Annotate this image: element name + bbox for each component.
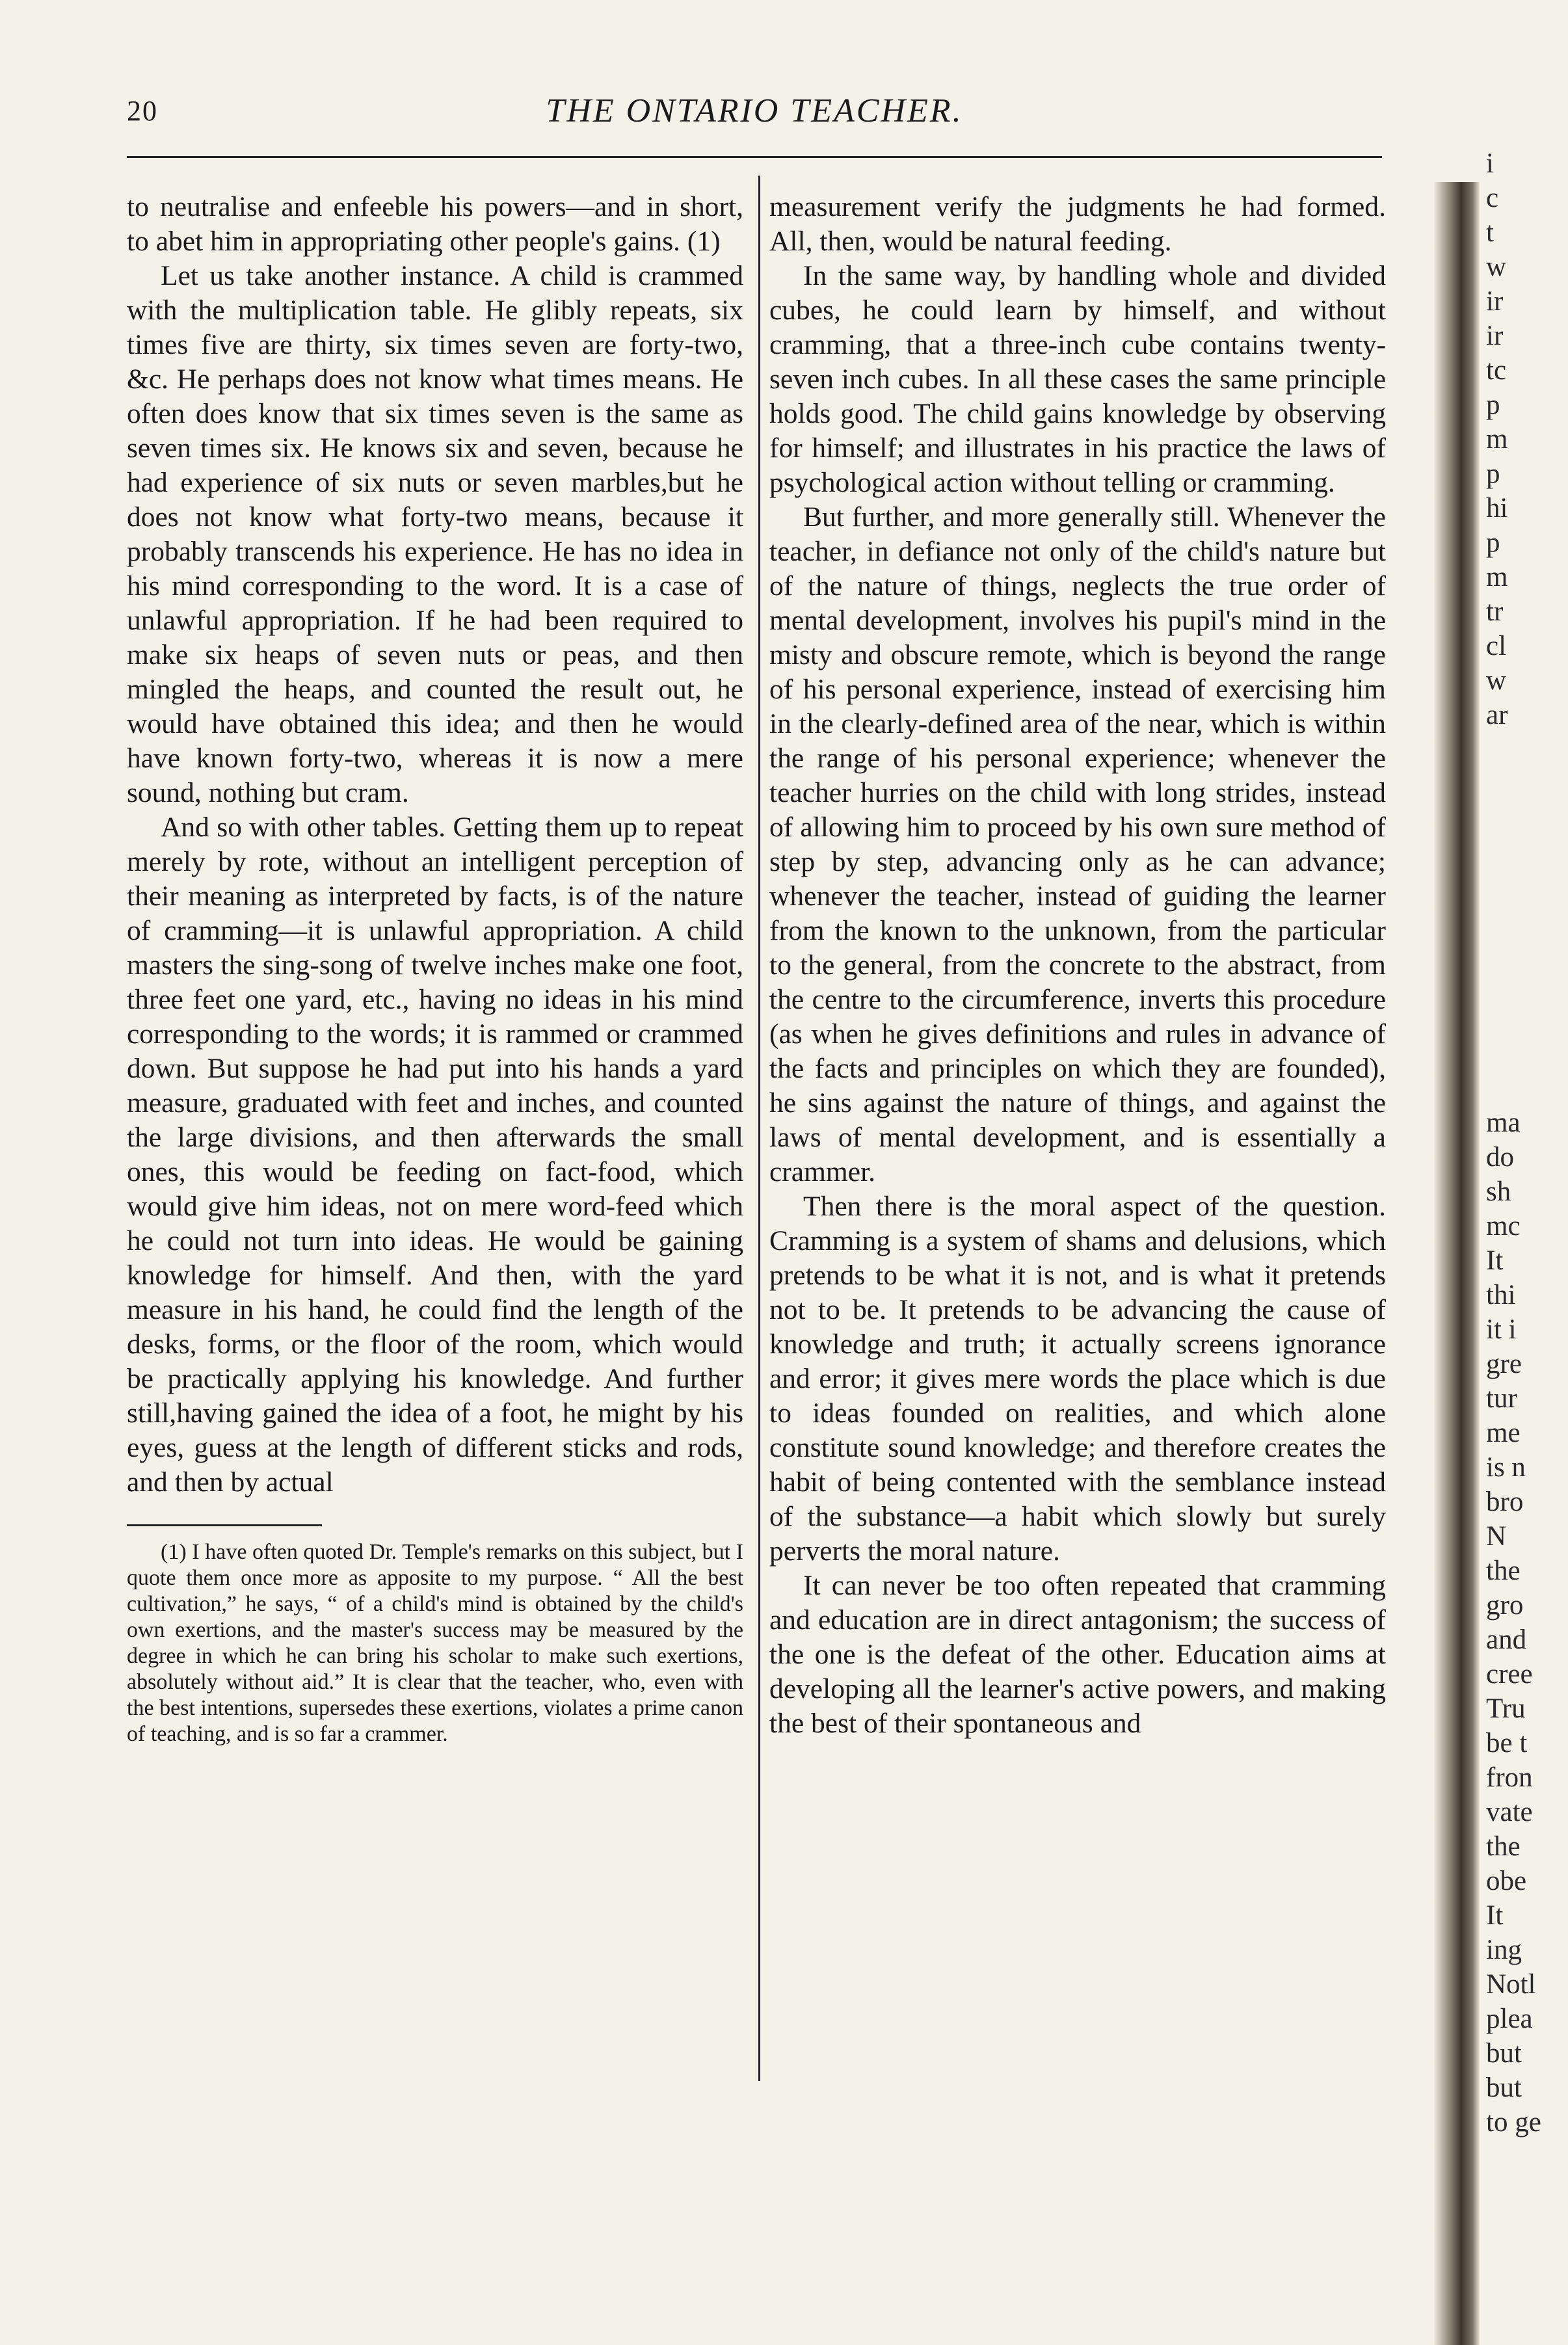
fragment: ir [1486,321,1504,351]
paragraph: to neutralise and enfeeble his powers—and in short, to abet him in appropriating other people's gains. (1) [127,191,743,257]
fragment: to ge [1486,2107,1541,2138]
fragment: fron [1486,1762,1533,1793]
facing-page-edge [1421,0,1568,2345]
facing-page-fragments-lower [1486,1106,1541,2140]
fragment: c [1486,183,1499,213]
facing-page-fragments-upper [1486,146,1508,732]
fragment: Notl [1486,1969,1536,2000]
fragment: be t [1486,1728,1528,1758]
paragraph: It can never be too often repeated that cramming and education are in direct antagonism; the success of the one is the defeat of the other. Education aims at developing all the learner's active powers, and making the best of their spontaneous and [769,1570,1386,1739]
fragment: ir [1486,286,1504,317]
fragment: obe [1486,1866,1527,1896]
fragment: ar [1486,700,1508,730]
footnote-rule [127,1524,322,1526]
header-rule [127,156,1382,158]
fragment: m [1486,562,1508,592]
fragment: Tru [1486,1693,1526,1724]
fragment: but [1486,2038,1522,2069]
fragment: p [1486,527,1500,558]
fragment: the [1486,1556,1521,1586]
fragment: It [1486,1900,1504,1931]
paragraph: But further, and more generally still. Whenever the teacher, in defiance not only of the child's nature but of the nature of things, neglects the true order of mental development, involves his pupil's mind in the misty and obscure remote, which is beyond the range of his personal experience, instead of exercising him in the clearly-defined area of the near, which is within the range of his personal experience; whenever the teacher hurries on the child with long strides, instead of allowing him to proceed by his own sure method of step by step, advancing only as he can advance; whenever the teacher, instead of guiding the learner from the known to the unknown, from the particular to the general, from the concrete to the abstract, from the centre to the circumference, inverts this procedure (as when he gives definitions and rules in advance of the facts and principles on which they are founded), he sins against the nature of things, and against the laws of mental development, and is essentially a crammer. [769,501,1386,1187]
column-rule [758,176,760,2081]
fragment: w [1486,252,1507,282]
fragment: but [1486,2073,1522,2103]
fragment: w [1486,665,1507,696]
fragment: hi [1486,493,1508,523]
fragment: mc [1486,1211,1521,1241]
fragment: m [1486,424,1508,455]
fragment: t [1486,217,1494,248]
fragment: is n [1486,1452,1526,1483]
fragment: ing [1486,1935,1522,1965]
fragment: do [1486,1142,1514,1172]
paragraph: Let us take another instance. A child is crammed with the multiplication table. He glibly repeats, six times five are thirty, six times seven are forty-two, &c. He perhaps does not know what times means. He often does know that six times seven is the same as seven times six. He knows six and seven, because he had experience of six nuts or seven marbles,but he does not know what forty-two means, because it probably transcends his experience. He has no idea in his mind corresponding to the word. It is a case of unlawful appropriation. If he had been required to make six heaps of seven nuts or peas, and then mingled the heaps, and counted the result out, he would have obtained this idea; and then he would have known forty-two, whereas it is now a mere sound, nothing but cram. [127,260,743,808]
right-column [769,190,1386,1741]
fragment: ma [1486,1107,1521,1138]
fragment: p [1486,458,1500,489]
fragment: cree [1486,1659,1533,1689]
fragment: tc [1486,355,1507,386]
fragment: gro [1486,1590,1524,1621]
left-column [127,190,743,1747]
fragment: It [1486,1245,1504,1276]
page-number: 20 [127,95,158,127]
fragment: vate [1486,1797,1533,1827]
binding-shadow [1434,182,1480,2345]
fragment: cl [1486,631,1507,661]
fragment: the [1486,1831,1521,1862]
running-title: THE ONTARIO TEACHER. [546,92,963,129]
fragment: i [1486,148,1494,179]
paragraph: And so with other tables. Getting them up to repeat merely by rote, without an intelligent perception of their meaning as interpreted by facts, is of the nature of cramming—it is unlawful appropriation. A child masters the sing-song of twelve inches make one foot, three feet one yard, etc., having no ideas in his mind corresponding to the words; it is rammed or crammed down. But suppose he had put into his hands a yard measure, graduated with feet and inches, and counted the large divisions, and then afterwards the small ones, this would be feeding on fact-food, which would give him ideas, not on mere word-feed which he could not turn into ideas. He would be gaining knowledge for himself. And then, with the yard measure in his hand, he could find the length of the desks, forms, or the floor of the room, which would be practically applying his knowledge. And further still,having gained the idea of a foot, he might by his eyes, guess at the length of different sticks and rods, and then by actual [127,812,743,1498]
fragment: tr [1486,596,1504,627]
fragment: and [1486,1624,1527,1655]
paragraph: In the same way, by handling whole and divided cubes, he could learn by himself, and without cramming, that a three-inch cube contains twenty-seven inch cubes. In all these cases the same principle holds good. The child gains knowledge by observing for himself; and illustrates in his practice the laws of psychological action without telling or cramming. [769,260,1386,498]
fragment: gre [1486,1349,1522,1379]
paragraph: measurement verify the judgments he had formed. All, then, would be natural feeding. [769,191,1386,257]
fragment: tur [1486,1383,1517,1414]
fragment: it i [1486,1314,1517,1345]
page-header [127,88,1382,146]
fragment: p [1486,390,1500,420]
fragment: N [1486,1521,1507,1552]
footnote: (1) I have often quoted Dr. Temple's remarks on this subject, but I quote them once more as apposite to my purpose. “ All the best cultivation,” he says, “ of a child's mind is obtained by the child's own exertions, and the master's success may be measured by the degree in which he can bring his scholar to make such exertions, absolutely without aid.” It is clear that the teacher, who, even with the best intentions, supersedes these exertions, violates a prime canon of teaching, and is so far a crammer. [127,1540,743,1746]
fragment: thi [1486,1280,1516,1310]
paragraph: Then there is the moral aspect of the question. Cramming is a system of shams and delusions, which pretends to be what it is not, and is what it pretends not to be. It pretends to be advancing the cause of knowledge and truth; it actually screens ignorance and error; it gives mere words the place which is due to ideas founded on realities, and which alone constitute sound knowledge; and therefore creates the habit of being contented with the semblance instead of the substance—a habit which slowly but surely perverts the moral nature. [769,1191,1386,1567]
fragment: plea [1486,2004,1533,2034]
fragment: sh [1486,1176,1511,1207]
fragment: me [1486,1418,1521,1448]
fragment: bro [1486,1487,1524,1517]
